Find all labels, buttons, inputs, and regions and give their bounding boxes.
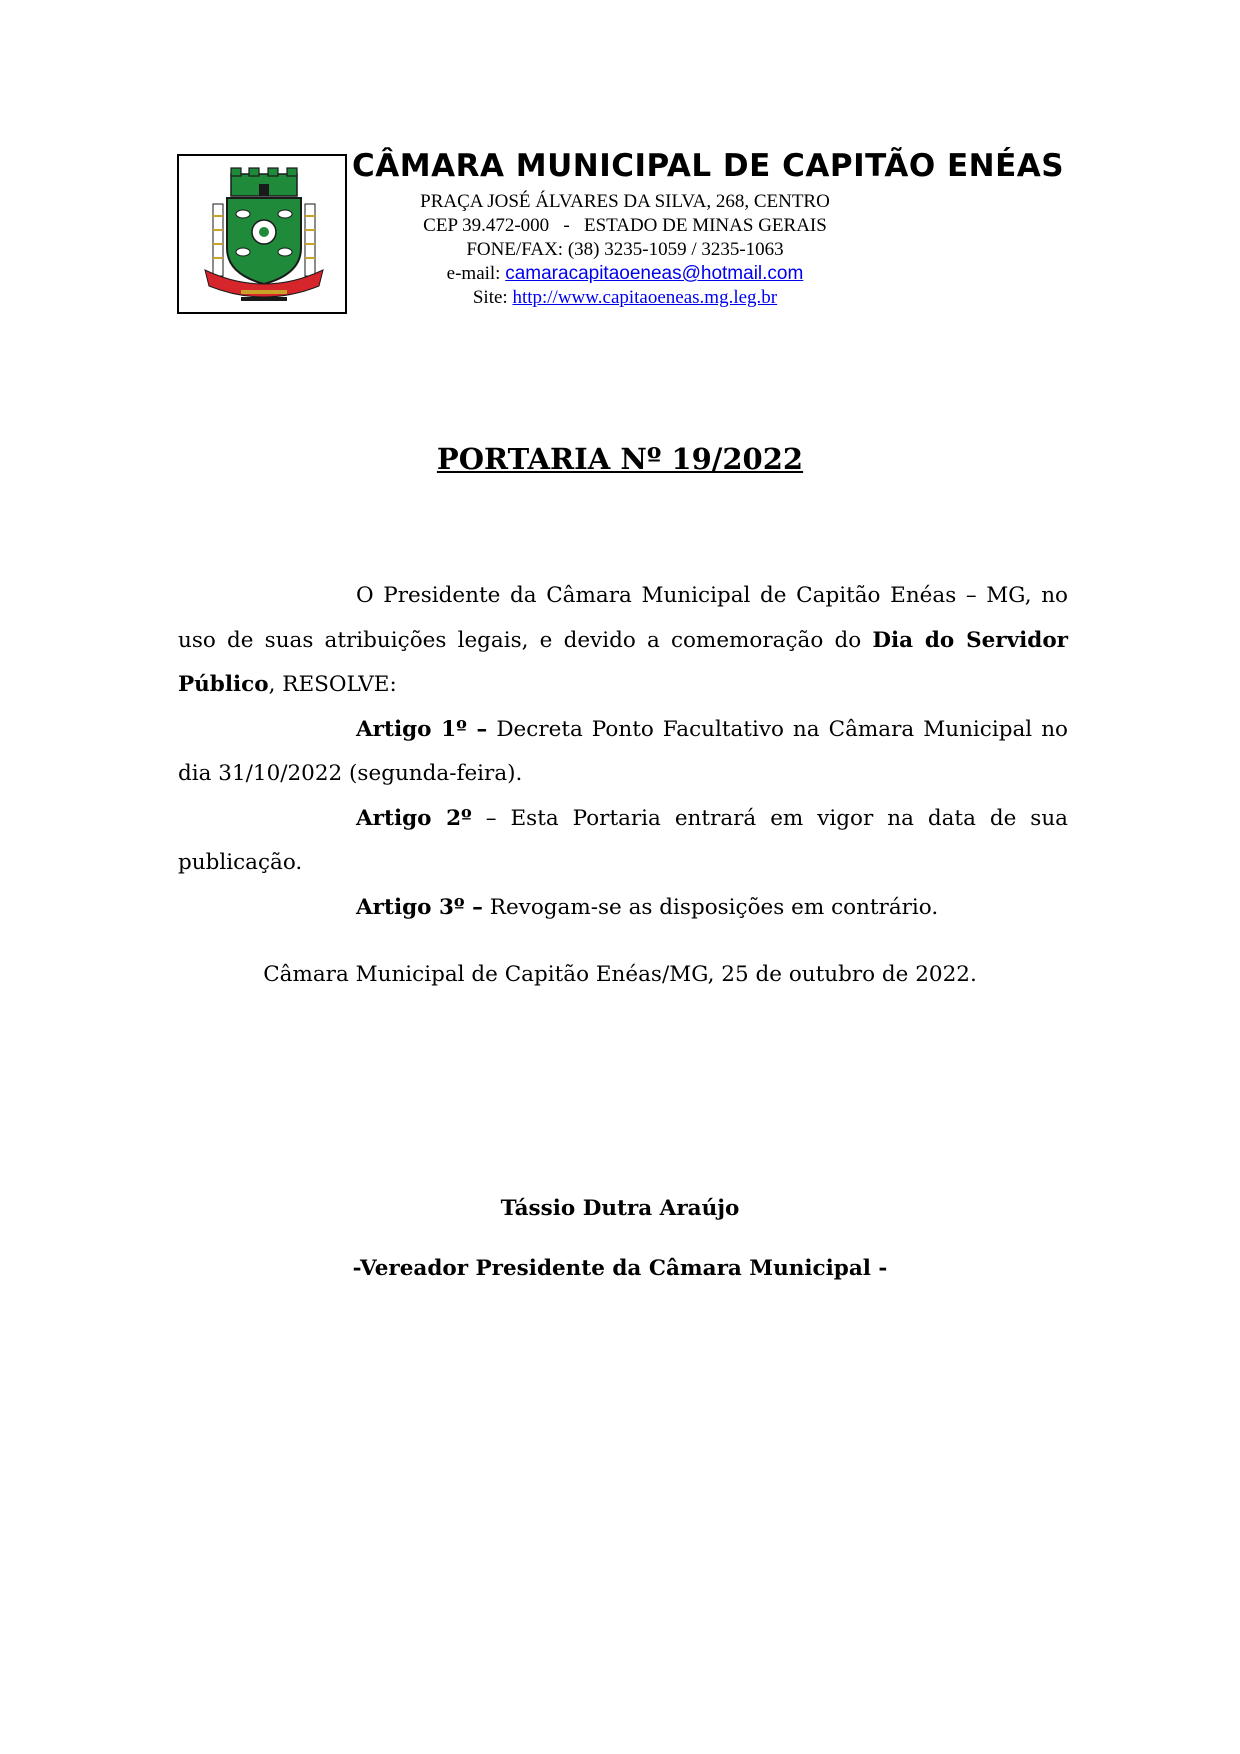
phone-line: FONE/FAX: (38) 3235-1059 / 3235-1063 [466,239,784,260]
email-line [340,262,910,286]
article-text: – Esta Portaria entrará em vigor na data de sua publicação. [178,805,1068,875]
email-link[interactable]: camaracapitaoeneas@hotmail.com [505,263,804,284]
address-line: PRAÇA JOSÉ ÁLVARES DA SILVA, 268, CENTRO [420,191,830,212]
municipal-coat-of-arms-icon [201,166,327,306]
intro-text: O Presidente da Câmara Municipal de Capitão Enéas – MG, no uso de suas atribuições legais, e devido a comemoração do [178,583,1068,653]
article-text: Revogam-se as disposições em contrário. [482,894,939,920]
email-label: e-mail: [446,263,506,284]
crest-frame [177,154,347,314]
intro-bold: Dia do Servidor Público [178,627,1068,697]
article-label: Artigo 3º – [356,894,483,920]
signatory-name: Tássio Dutra Araújo [500,1196,740,1221]
article-2 [178,797,1068,886]
article-1 [178,708,1068,797]
document-body [178,574,1068,930]
article-label: Artigo 2º [356,805,472,831]
site-label: Site: [472,287,513,308]
intro-end: , RESOLVE: [268,672,397,697]
signatory-role: -Vereador Presidente da Câmara Municipal - [352,1256,888,1281]
article-label: Artigo 1º – [356,716,488,742]
site-line [340,286,910,310]
article-3 [178,886,1068,931]
site-link[interactable]: http://www.capitaoeneas.mg.leg.br [512,287,778,308]
document-title: PORTARIA Nº 19/2022 [436,442,804,476]
article-text: Decreta Ponto Facultativo na Câmara Municipal no dia 31/10/2022 (segunda-feira). [178,716,1068,786]
date-line: Câmara Municipal de Capitão Enéas/MG, 25 de outubro de 2022. [263,962,977,987]
intro-paragraph [178,574,1068,708]
org-name: CÂMARA MUNICIPAL DE CAPITÃO ENÉAS [352,148,1065,184]
cep-line: CEP 39.472-000 - ESTADO DE MINAS GERAIS [423,215,827,236]
